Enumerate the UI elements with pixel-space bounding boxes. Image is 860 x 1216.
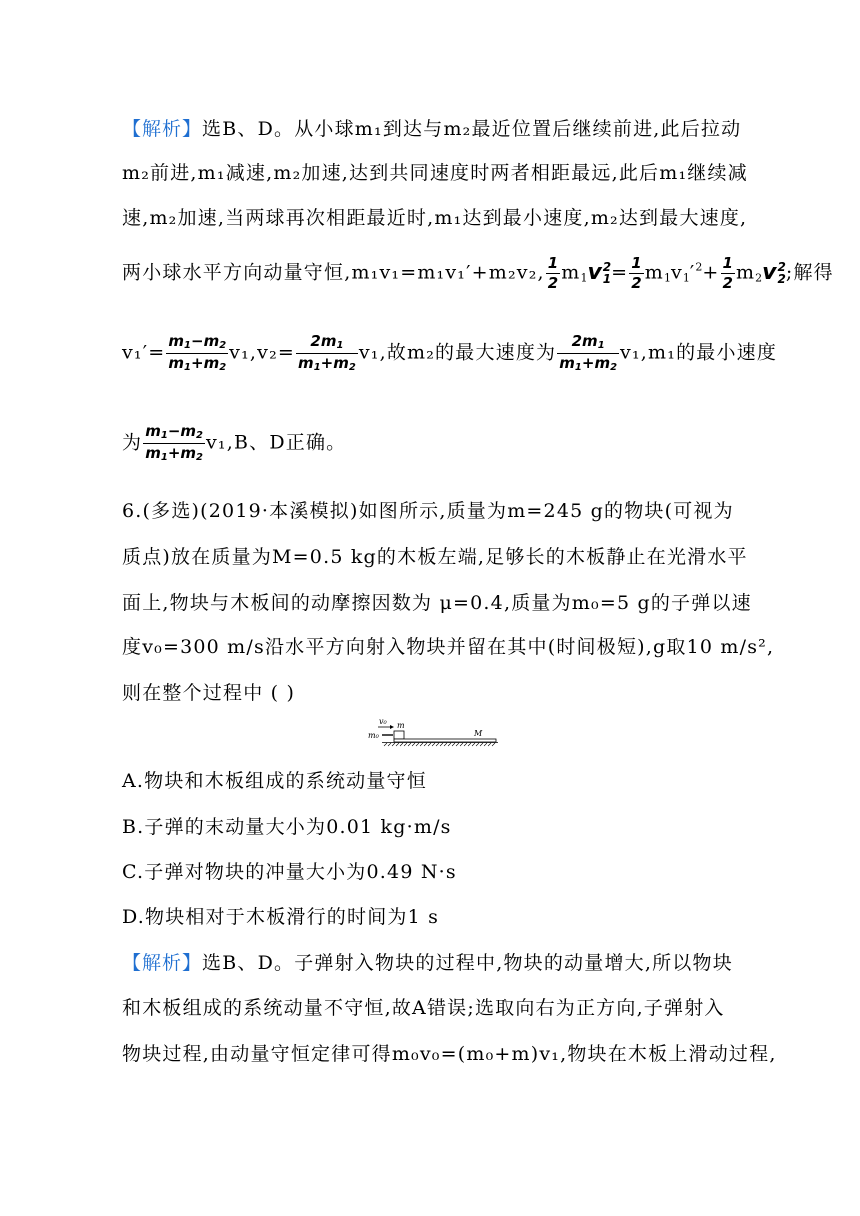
option-b: B.子弹的末动量大小为0.01 kg·m/s [122,816,452,838]
figure-label-m0: m₀ [368,731,379,740]
block-icon [394,731,404,739]
question-line-1: 6.(多选)(2019·本溪模拟)如图所示,质量为m=245 g的物块(可视为 [122,500,734,522]
question-line-2: 质点)放在质量为M=0.5 kg的木板左端,足够长的木板静止在光滑水平 [122,546,748,568]
energy-fraction-half-1: $\frac{1}{2}$ [547,254,559,292]
prev-analysis-line-6 [122,424,346,463]
figure-label-v0: v₀ [379,717,387,726]
bullet-block-board-figure [362,714,502,758]
min-speed-text: v₁,m₁的最小速度 [620,341,778,364]
energy-fraction-half-2: $\frac{1}{2}$ [631,254,642,292]
fraction-v1-prime: $\frac{m1-m2}{m1+m2}$ [168,332,227,373]
question-line-3: 面上,物块与木板间的动摩擦因数为 μ=0.4,质量为m₀=5 g的子弹以速 [122,592,752,614]
momentum-equation: 两小球水平方向动量守恒,m₁v₁=m₁v₁′+m₂v₂, [122,261,545,284]
answer-analysis-text-1: 选B、D。子弹射入物块的过程中,物块的动量增大,所以物块 [202,952,733,974]
board-icon [394,739,496,742]
figure-label-M: M [474,729,483,738]
v2-label: v₁,v₂= [229,341,296,364]
fraction-v2: $\frac{2m1}{m1+m2}$ [298,332,356,373]
solve-text: ;解得 [785,261,834,284]
ground-hatching [384,743,495,746]
prev-analysis-line-4: 两小球水平方向动量守恒,m₁v₁=m₁v₁′+m₂v₂, $\frac{1}{2}$ $m_1v$ 2 1 = $\frac{1}{2}$ $m_1v_1'^2+$ $\frac{1}{2}$ $m_2v$ 2 2 ;解得 [122,254,834,292]
answer-analysis-label: 【解析】 [122,952,203,974]
option-d: D.物块相对于木板滑行的时间为1 s [122,906,440,928]
conclusion-prefix: 为 [122,431,143,454]
prev-analysis-line-2: m₂前进,m₁减速,m₂加速,达到共同速度时两者相距最远,此后m₁继续减 [122,162,748,184]
prev-analysis-line-1 [122,120,741,139]
figure-label-m: m [397,721,405,730]
max-speed-text: v₁,故m₂的最大速度为 [358,341,557,364]
prev-analysis-line-5 [122,334,777,373]
v1-squared: v 2 1 [587,259,612,286]
fraction-min-speed: $\frac{m1-m2}{m1+m2}$ [145,422,203,463]
velocity-arrow-head [390,725,394,729]
fraction-max-speed: $\frac{2m1}{m1+m2}$ [559,332,618,373]
question-line-4: 度v₀=300 m/s沿水平方向射入物块并留在其中(时间极短),g取10 m/s², [122,636,775,658]
prev-analysis-text-1: 选B、D。从小球m₁到达与m₂最近位置后继续前进,此后拉动 [202,118,742,140]
answer-analysis-line-1 [122,954,733,973]
option-c: C.子弹对物块的冲量大小为0.49 N·s [122,861,457,883]
question-line-5: 则在整个过程中 ( ) [122,682,296,704]
option-a: A.物块和木板组成的系统动量守恒 [122,770,427,792]
prev-analysis-line-3: 速,m₂加速,当两球再次相距最近时,m₁达到最小速度,m₂达到最大速度, [122,207,748,229]
answer-analysis-line-2: 和木板组成的系统动量不守恒,故A错误;选取向右为正方向,子弹射入 [122,997,725,1019]
v1-prime-label: v₁′= [122,341,166,364]
figure-svg [362,714,502,754]
answer-analysis-line-3: 物块过程,由动量守恒定律可得m₀v₀=(m₀+m)v₁,物块在木板上滑动过程, [122,1043,777,1065]
v2-squared: v 2 2 [762,259,786,286]
analysis-label: 【解析】 [122,118,203,140]
conclusion-text: v₁,B、D正确。 [205,431,347,454]
energy-fraction-half-3: $\frac{1}{2}$ [722,254,733,292]
